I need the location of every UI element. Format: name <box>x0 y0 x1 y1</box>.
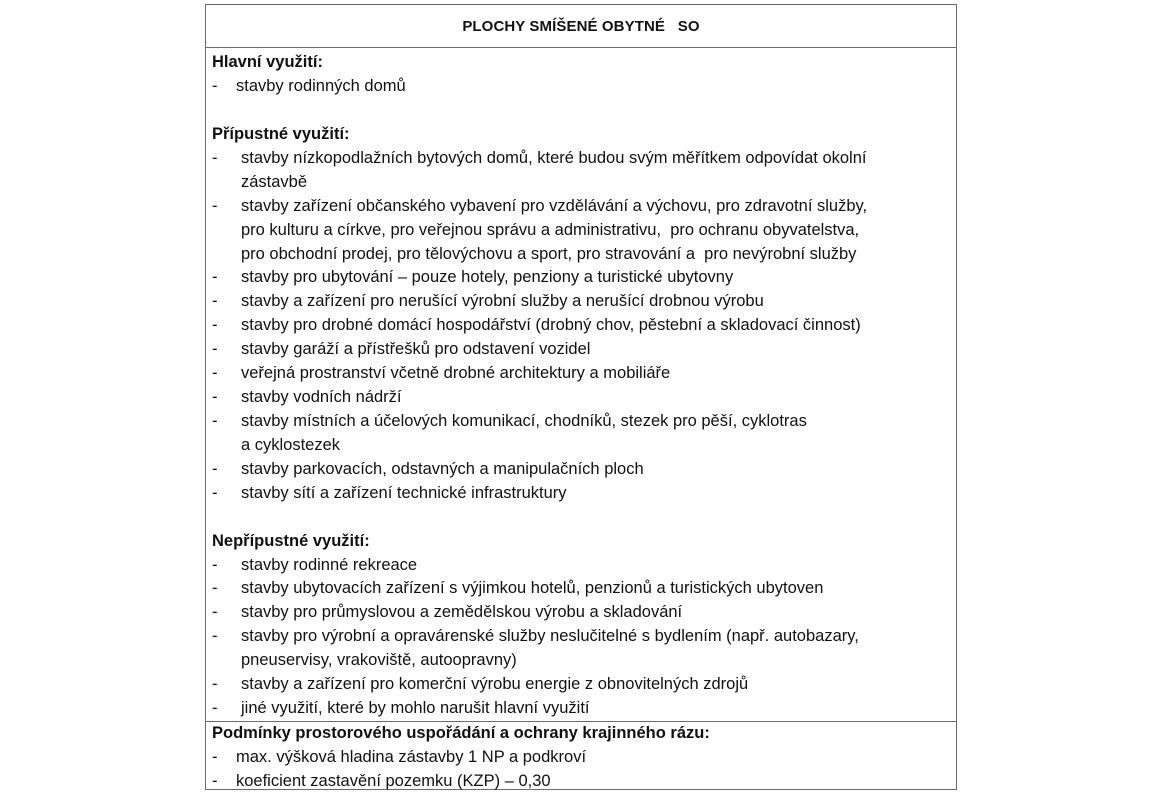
list-item-text <box>241 601 956 625</box>
list-item-line: stavby ubytovacích zařízení s výjimkou hotelů, penzionů a turistických ubytoven <box>241 579 824 598</box>
list-bullet: - <box>212 675 218 694</box>
regulation-table <box>205 4 957 790</box>
list-item-line: stavby nízkopodlažních bytových domů, které budou svým měřítkem odpovídat okolní <box>241 148 867 167</box>
list-item-line: stavby pro ubytování – pouze hotely, penziony a turistické ubytovny <box>241 268 734 287</box>
list-item-text <box>241 410 956 458</box>
list-item-text <box>241 338 956 362</box>
list-item-text <box>241 362 956 386</box>
list-bullet: - <box>212 268 218 287</box>
prohibited-use-list <box>212 554 956 721</box>
list-item-line: stavby zařízení občanského vybavení pro vzdělávání a výchovu, pro zdravotní služby, <box>241 196 868 215</box>
list-item-text <box>241 147 956 195</box>
list-item-text <box>241 195 956 267</box>
list-item-line: zástavbě <box>241 172 308 191</box>
conditions-list <box>212 746 956 794</box>
list-item <box>212 338 956 362</box>
conditions-section <box>206 721 956 794</box>
list-bullet: - <box>212 387 218 406</box>
list-item <box>212 482 956 506</box>
list-item-text <box>241 314 956 338</box>
table-title: PLOCHY SMÍŠENÉ OBYTNÉ SO <box>206 5 956 48</box>
main-use-list <box>212 75 956 99</box>
list-item-text <box>236 746 956 770</box>
list-item-line: veřejná prostranství včetně drobné architektury a mobiliáře <box>241 364 671 383</box>
list-bullet: - <box>212 148 218 167</box>
list-item-line: stavby vodních nádrží <box>241 387 402 406</box>
list-bullet: - <box>212 698 218 717</box>
list-item-text <box>241 697 956 721</box>
list-item <box>212 458 956 482</box>
list-item <box>212 673 956 697</box>
list-bullet: - <box>212 196 218 215</box>
list-bullet: - <box>212 627 218 646</box>
list-item-line: stavby pro průmyslovou a zemědělskou výrobu a skladování <box>241 603 683 622</box>
list-item <box>212 746 956 770</box>
list-item-line: stavby rodinných domů <box>236 77 406 95</box>
list-item-text <box>241 386 956 410</box>
list-item <box>212 577 956 601</box>
list-item <box>212 770 956 794</box>
list-item-text <box>241 673 956 697</box>
spacer <box>212 506 956 530</box>
list-item-text <box>241 290 956 314</box>
list-item <box>212 410 956 458</box>
list-item-line: stavby a zařízení pro nerušící výrobní služby a nerušící drobnou výrobu <box>241 292 764 311</box>
list-item-text <box>241 458 956 482</box>
list-item <box>212 601 956 625</box>
usage-section <box>206 48 956 721</box>
list-item-text <box>241 577 956 601</box>
list-item <box>212 386 956 410</box>
list-item-line: stavby a zařízení pro komerční výrobu energie z obnovitelných zdrojů <box>241 675 749 694</box>
list-item <box>212 314 956 338</box>
list-item <box>212 362 956 386</box>
list-bullet: - <box>212 483 218 502</box>
main-use-heading: Hlavní využití: <box>212 53 323 71</box>
list-item-line: a cyklostezek <box>241 435 341 454</box>
list-item-text <box>241 266 956 290</box>
list-item <box>212 290 956 314</box>
list-item <box>212 266 956 290</box>
list-bullet: - <box>212 411 218 430</box>
list-item-text <box>241 554 956 578</box>
spacer <box>212 99 956 123</box>
conditions-heading: Podmínky prostorového uspořádání a ochrany krajinného rázu: <box>212 723 710 742</box>
list-item <box>212 195 956 267</box>
list-item-line: pro obchodní prodej, pro tělovýchovu a sport, pro stravování a pro nevýrobní služby <box>241 244 857 263</box>
list-bullet: - <box>212 603 218 622</box>
list-item <box>212 554 956 578</box>
list-bullet: - <box>212 579 218 598</box>
list-item-line: stavby místních a účelových komunikací, chodníků, stezek pro pěší, cyklotras <box>241 411 807 430</box>
list-item-line: max. výšková hladina zástavby 1 NP a podkroví <box>236 747 587 766</box>
prohibited-use-heading: Nepřípustné využití: <box>212 531 370 550</box>
list-item-line: stavby pro výrobní a opravárenské služby neslučitelné s bydlením (např. autobazary, <box>241 627 859 646</box>
permitted-use-heading: Přípustné využití: <box>212 124 350 143</box>
list-item-line: koeficient zastavění pozemku (KZP) – 0,30 <box>236 771 551 790</box>
list-item <box>212 147 956 195</box>
list-item-line: stavby rodinné rekreace <box>241 555 418 574</box>
list-bullet: - <box>212 316 218 335</box>
list-item-line: jiné využití, které by mohlo narušit hlavní využití <box>241 698 590 717</box>
list-bullet: - <box>212 292 218 311</box>
list-item-line: stavby sítí a zařízení technické infrastruktury <box>241 483 567 502</box>
list-item-text <box>241 625 956 673</box>
list-bullet: - <box>212 459 218 478</box>
list-bullet: - <box>212 364 218 383</box>
list-item <box>212 625 956 673</box>
list-bullet: - <box>212 771 218 790</box>
list-bullet: - <box>212 77 218 95</box>
list-item-text <box>236 75 956 99</box>
list-item-line: pro kulturu a církve, pro veřejnou správu a administrativu, pro ochranu obyvatelstva, <box>241 220 860 239</box>
list-item-text <box>236 770 956 794</box>
list-item <box>212 75 956 99</box>
permitted-use-list <box>212 147 956 506</box>
list-item-line: stavby pro drobné domácí hospodářství (drobný chov, pěstební a skladovací činnost) <box>241 316 861 335</box>
list-item-line: stavby parkovacích, odstavných a manipulačních ploch <box>241 459 644 478</box>
list-bullet: - <box>212 340 218 359</box>
list-item <box>212 697 956 721</box>
list-item-text <box>241 482 956 506</box>
list-item-line: stavby garáží a přístřešků pro odstavení vozidel <box>241 340 591 359</box>
list-item-line: pneuservisy, vrakoviště, autoopravny) <box>241 651 517 670</box>
list-bullet: - <box>212 747 218 766</box>
list-bullet: - <box>212 555 218 574</box>
